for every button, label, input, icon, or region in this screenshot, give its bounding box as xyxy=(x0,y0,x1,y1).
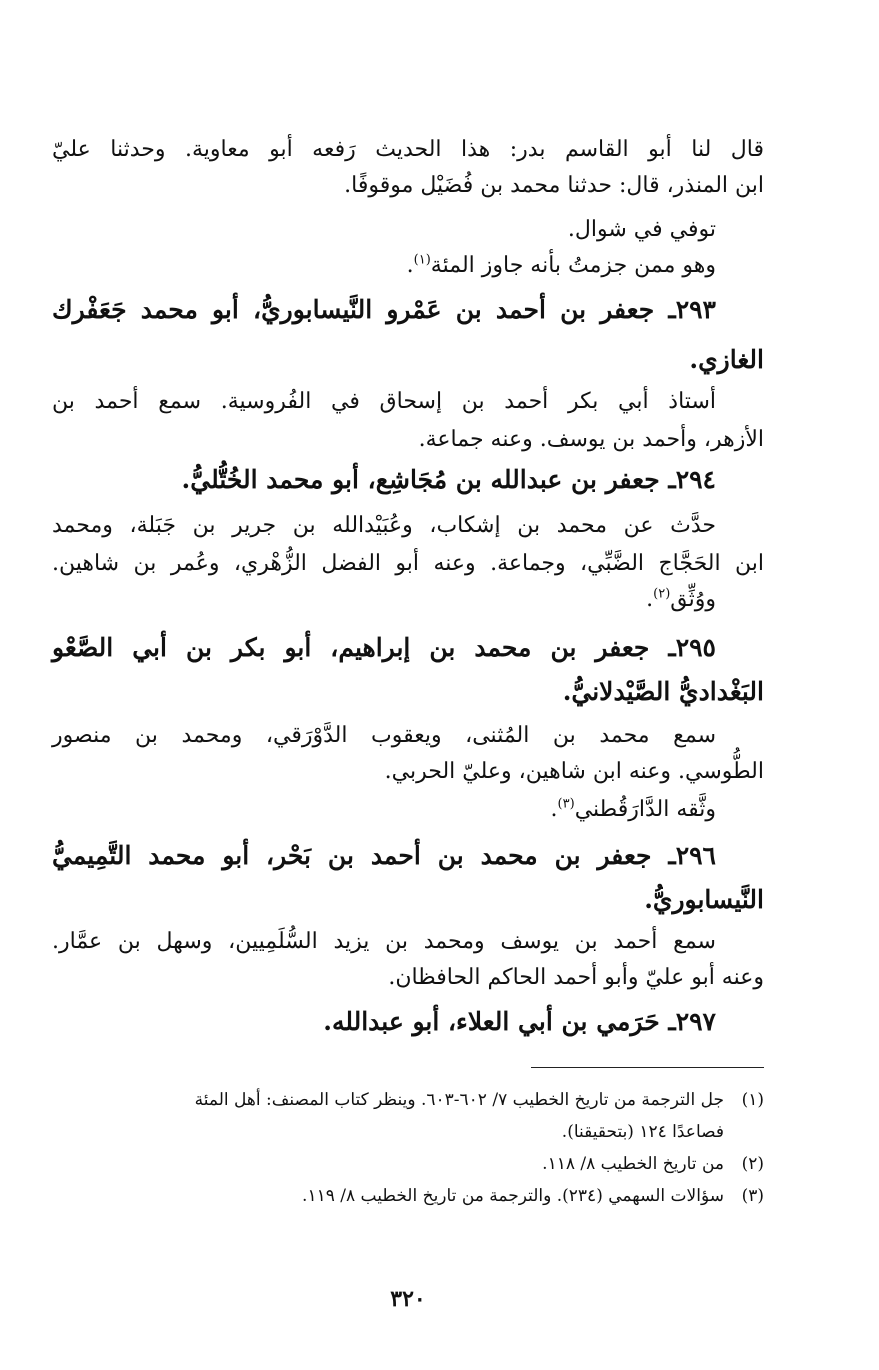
entry-heading-295-cont xyxy=(52,672,764,712)
footnote-3 xyxy=(52,1182,764,1210)
paragraph-line xyxy=(52,926,764,958)
paragraph-line xyxy=(52,386,764,418)
book-page xyxy=(52,128,764,1312)
text: قال لنا أبو القاسم بدر: هذا الحديث رَفعه أبو معاوية. وحدثنا عليّ xyxy=(52,137,764,162)
entry-heading-293 xyxy=(52,290,764,330)
paragraph-line xyxy=(52,170,764,202)
text: وثَّقه الدَّارَقُطني xyxy=(574,797,716,822)
text: سمع أحمد بن يوسف ومحمد بن يزيد السُّلَمِيين، وسهل بن عمَّار. xyxy=(52,929,716,954)
text: . xyxy=(550,797,558,822)
entry-heading-296 xyxy=(52,836,764,876)
footnote-number: (٢) xyxy=(741,1154,764,1174)
footnote-text: من تاريخ الخطيب ٨/ ١١٨. xyxy=(542,1154,724,1174)
footnote-number: (٣) xyxy=(741,1186,764,1206)
footnote-separator xyxy=(531,1067,764,1068)
page-number: ٣٢٠ xyxy=(390,1286,426,1312)
text: ابن الحَجَّاج الضَّبِّي، وجماعة. وعنه أبو الفضل الزُّهْري، وعُمر بن شاهين. xyxy=(52,551,764,576)
footnote-text: سؤالات السهمي (٢٣٤). والترجمة من تاريخ الخطيب ٨/ ١١٩. xyxy=(302,1186,724,1206)
footnote-reference: (١) xyxy=(413,252,431,268)
paragraph-line xyxy=(52,510,764,542)
text: حدَّث عن محمد بن إشكاب، وعُبَيْدالله بن جرير بن جَبَلة، ومحمد xyxy=(52,513,716,538)
text: سمع محمد بن المُثنى، ويعقوب الدَّوْرَقي، ومحمد بن منصور xyxy=(52,723,716,748)
paragraph-line xyxy=(52,794,764,826)
footnote-1-cont xyxy=(52,1118,764,1146)
text: وعنه أبو عليّ وأبو أحمد الحاكم الحافظان. xyxy=(388,965,764,990)
text: الأزهر، وأحمد بن يوسف. وعنه جماعة. xyxy=(418,427,764,452)
paragraph-line xyxy=(52,720,764,752)
entry-heading-293-cont xyxy=(52,340,764,380)
footnote-1 xyxy=(52,1086,764,1114)
paragraph-line xyxy=(52,214,764,246)
paragraph-line xyxy=(52,424,764,456)
footnote-2 xyxy=(52,1150,764,1178)
paragraph-line xyxy=(52,134,764,166)
heading-text: ٢٩٥ـ جعفر بن محمد بن إبراهيم، أبو بكر بن أبي الصَّعْو xyxy=(52,633,716,662)
entry-heading-295 xyxy=(52,628,764,668)
heading-text: النَّيسابوريُّ. xyxy=(644,885,764,914)
entry-heading-296-cont xyxy=(52,880,764,920)
footnote-reference: (٣) xyxy=(557,796,575,812)
paragraph-line xyxy=(52,584,764,616)
heading-text: ٢٩٦ـ جعفر بن محمد بن أحمد بن بَحْر، أبو محمد التَّمِيميُّ xyxy=(52,841,716,870)
paragraph-line xyxy=(52,756,764,788)
footnote-text: جل الترجمة من تاريخ الخطيب ٧/ ٦٠٢-٦٠٣. وينظر كتاب المصنف: أهل المئة xyxy=(194,1090,724,1110)
paragraph-line xyxy=(52,548,764,580)
footnote-text: فصاعدًا ١٢٤ (بتحقيقنا). xyxy=(561,1122,724,1142)
text: أستاذ أبي بكر أحمد بن إسحاق في الفُروسية. سمع أحمد بن xyxy=(52,389,716,414)
text: توفي في شوال. xyxy=(567,217,716,242)
footnote-number: (١) xyxy=(741,1090,764,1110)
text: الطُّوسي. وعنه ابن شاهين، وعليّ الحربي. xyxy=(384,759,764,784)
heading-text: ٢٩٣ـ جعفر بن أحمد بن عَمْرو النَّيسابوريُّ، أبو محمد جَعَفْرك xyxy=(52,295,716,324)
paragraph-line xyxy=(52,250,764,282)
text: ووُثِّق xyxy=(670,587,716,612)
footnote-reference: (٢) xyxy=(653,586,671,602)
heading-text: البَغْداديُّ الصَّيْدلانيُّ. xyxy=(562,677,764,706)
heading-text: الغازي. xyxy=(689,345,764,374)
text: وهو ممن جزمتُ بأنه جاوز المئة xyxy=(430,253,716,278)
entry-heading-297 xyxy=(52,1002,764,1042)
heading-text: ٢٩٤ـ جعفر بن عبدالله بن مُجَاشِع، أبو محمد الخُتُّليُّ. xyxy=(181,465,716,494)
heading-text: ٢٩٧ـ حَرَمي بن أبي العلاء، أبو عبدالله. xyxy=(323,1007,716,1036)
text: ابن المنذر، قال: حدثنا محمد بن فُضَيْل موقوفًا. xyxy=(344,173,764,198)
entry-heading-294 xyxy=(52,460,764,500)
text: . xyxy=(646,587,654,612)
text: . xyxy=(406,253,414,278)
paragraph-line xyxy=(52,962,764,994)
